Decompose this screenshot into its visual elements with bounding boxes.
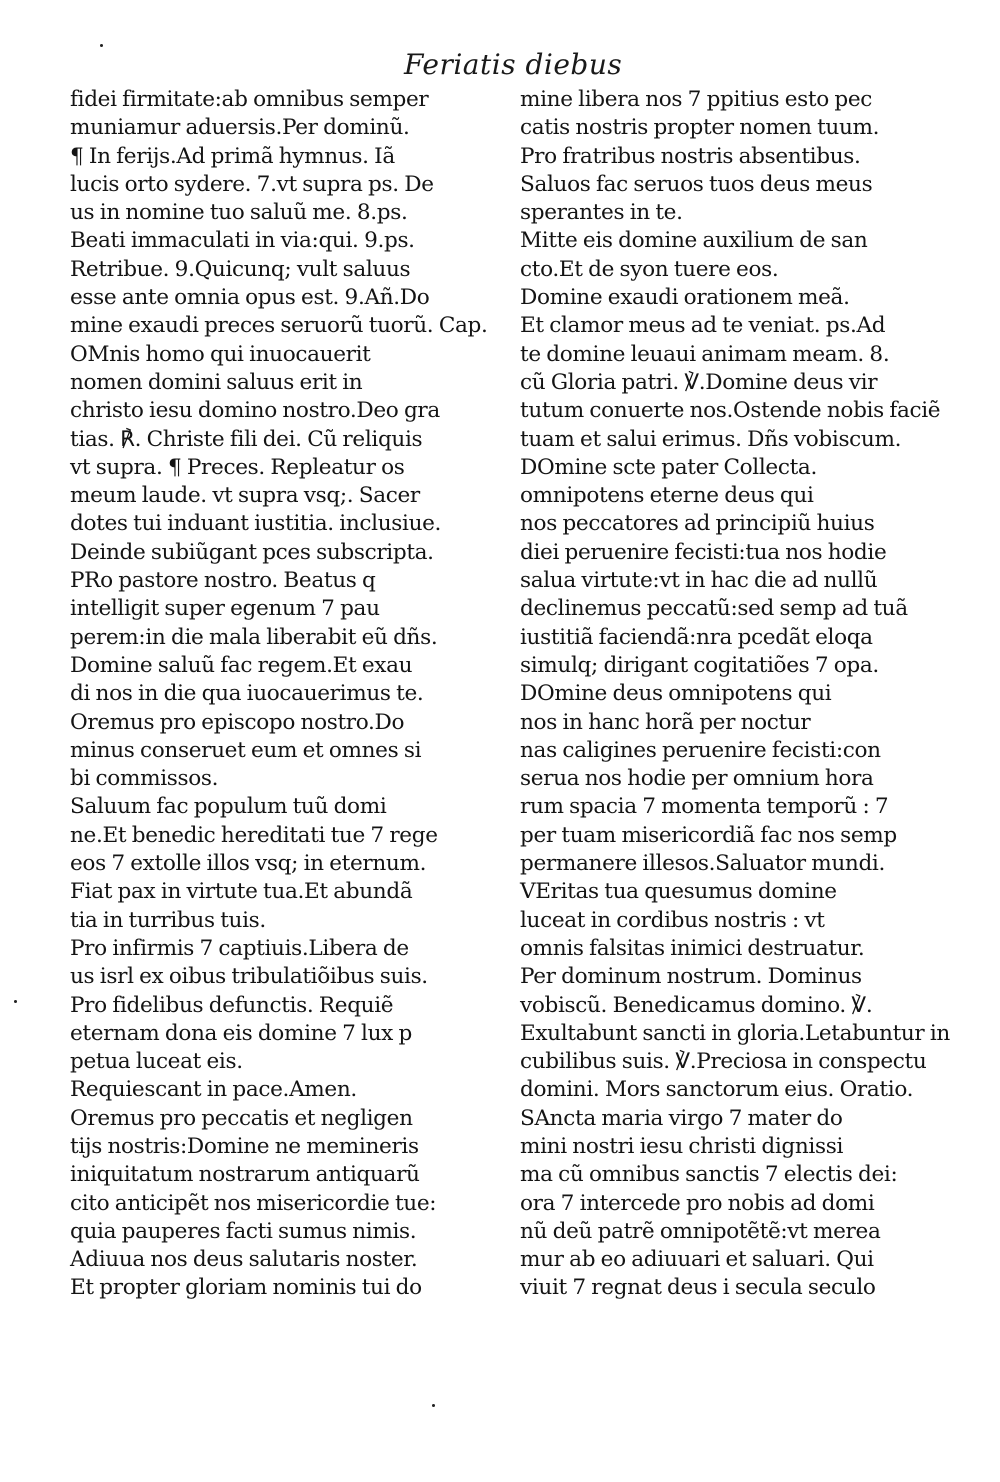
text-line: ora 7 intercede pro nobis ad domi bbox=[520, 1190, 875, 1216]
text-line: te domine leuaui animam meam. 8. bbox=[520, 341, 890, 367]
text-line: OMnis homo qui inuocauerit bbox=[70, 341, 371, 367]
text-line: DOmine deus omnipotens qui bbox=[520, 681, 832, 707]
text-line: eternam dona eis domine 7 lux p bbox=[70, 1020, 412, 1046]
text-line: cũ Gloria patri. ℣.Domine deus vir bbox=[520, 369, 878, 395]
text-line: vobiscũ. Benedicamus domino. ℣. bbox=[520, 992, 873, 1018]
text-line: muniamur aduersis.Per dominũ. bbox=[70, 115, 410, 141]
text-line: Mitte eis domine auxilium de san bbox=[520, 228, 868, 254]
text-line: mine exaudi preces seruorũ tuorũ. Cap. bbox=[70, 313, 488, 339]
text-line: DOmine scte pater Collecta. bbox=[520, 454, 817, 480]
text-line: tutum conuerte nos.Ostende nobis faciẽ bbox=[520, 398, 941, 424]
text-line: rum spacia 7 momenta temporũ : 7 bbox=[520, 794, 889, 820]
text-line: Saluos fac seruos tuos deus meus bbox=[520, 171, 873, 197]
text-line: eos 7 extolle illos vsq; in eternum. bbox=[70, 851, 427, 877]
left-text-column bbox=[70, 86, 500, 1303]
text-line: serua nos hodie per omnium hora bbox=[520, 766, 874, 792]
text-line: nas caligines peruenire fecisti:con bbox=[520, 737, 881, 763]
text-line: salua virtute:vt in hac die ad nullũ bbox=[520, 568, 878, 594]
text-line: bi commissos. bbox=[70, 766, 219, 792]
text-line: diei peruenire fecisti:tua nos hodie bbox=[520, 539, 887, 565]
text-line: tijs nostris:Domine ne memineris bbox=[70, 1133, 419, 1159]
text-line: minus conseruet eum et omnes si bbox=[70, 737, 422, 763]
text-line: SAncta maria virgo 7 mater do bbox=[520, 1105, 843, 1131]
text-line: sperantes in te. bbox=[520, 200, 683, 226]
text-line: tias. ℟. Christe fili dei. Cũ reliquis bbox=[70, 426, 423, 452]
text-line: viuit 7 regnat deus i secula seculo bbox=[520, 1275, 876, 1301]
text-line: ¶ In ferijs.Ad primã hymnus. Iã bbox=[70, 143, 395, 169]
text-line: permanere illesos.Saluator mundi. bbox=[520, 851, 886, 877]
running-title: Feriatis diebus bbox=[404, 48, 623, 81]
text-line: Per dominum nostrum. Dominus bbox=[520, 964, 862, 990]
text-line: intelligit super egenum 7 pau bbox=[70, 596, 380, 622]
text-line: PRo pastore nostro. Beatus q bbox=[70, 568, 376, 594]
text-line: meum laude. vt supra vsq;. Sacer bbox=[70, 483, 420, 509]
text-line: perem:in die mala liberabit eũ dñs. bbox=[70, 624, 438, 650]
text-line: Fiat pax in virtute tua.Et abundã bbox=[70, 879, 413, 905]
text-line: nomen domini saluus erit in bbox=[70, 369, 363, 395]
text-line: Pro infirmis 7 captiuis.Libera de bbox=[70, 935, 409, 961]
text-line: Et propter gloriam nominis tui do bbox=[70, 1275, 422, 1301]
print-speck bbox=[14, 1000, 17, 1003]
text-line: Beati immaculati in via:qui. 9.ps. bbox=[70, 228, 415, 254]
text-line: Oremus pro peccatis et negligen bbox=[70, 1105, 413, 1131]
text-line: ne.Et benedic hereditati tue 7 rege bbox=[70, 822, 438, 848]
text-line: Pro fidelibus defunctis. Requiẽ bbox=[70, 992, 394, 1018]
text-line: per tuam misericordiã fac nos semp bbox=[520, 822, 897, 848]
text-line: cubilibus suis. ℣.Preciosa in conspectu bbox=[520, 1049, 927, 1075]
text-line: iniquitatum nostrarum antiquarũ bbox=[70, 1162, 420, 1188]
text-line: domini. Mors sanctorum eius. Oratio. bbox=[520, 1077, 914, 1103]
text-line: mur ab eo adiuuari et saluari. Qui bbox=[520, 1247, 874, 1273]
text-line: tuam et salui erimus. Dñs vobiscum. bbox=[520, 426, 902, 452]
text-line: luceat in cordibus nostris : vt bbox=[520, 907, 825, 933]
text-line: christo iesu domino nostro.Deo gra bbox=[70, 398, 440, 424]
text-line: Deinde subiũgant pces subscripta. bbox=[70, 539, 434, 565]
text-line: lucis orto sydere. 7.vt supra ps. De bbox=[70, 171, 434, 197]
print-speck bbox=[432, 1404, 435, 1407]
text-line: fidei firmitate:ab omnibus semper bbox=[70, 87, 429, 112]
text-line: omnipotens eterne deus qui bbox=[520, 483, 814, 509]
text-line: us in nomine tuo saluũ me. 8.ps. bbox=[70, 200, 408, 226]
print-speck bbox=[100, 44, 103, 47]
text-line: Retribue. 9.Quicunq; vult saluus bbox=[70, 256, 411, 282]
right-text-column bbox=[520, 86, 950, 1303]
text-line: Saluum fac populum tuũ domi bbox=[70, 794, 387, 820]
text-line: dotes tui induant iustitia. inclusiue. bbox=[70, 511, 442, 537]
text-line: nũ deũ patrẽ omnipotẽtẽ:vt merea bbox=[520, 1218, 881, 1244]
text-line: vt supra. ¶ Preces. Repleatur os bbox=[70, 454, 405, 480]
text-line: esse ante omnia opus est. 9.Añ.Do bbox=[70, 285, 430, 311]
text-line: quia pauperes facti sumus nimis. bbox=[70, 1218, 417, 1244]
text-line: iustitiã faciendã:nra pcedãt eloqa bbox=[520, 624, 873, 650]
text-line: VEritas tua quesumus domine bbox=[520, 879, 837, 905]
text-line: tia in turribus tuis. bbox=[70, 907, 266, 933]
text-line: catis nostris propter nomen tuum. bbox=[520, 115, 880, 141]
text-line: declinemus peccatũ:sed semp ad tuã bbox=[520, 596, 908, 622]
text-line: cito anticipẽt nos misericordie tue: bbox=[70, 1190, 437, 1216]
text-line: ma cũ omnibus sanctis 7 electis dei: bbox=[520, 1162, 898, 1188]
text-line: Requiescant in pace.Amen. bbox=[70, 1077, 357, 1103]
text-line: cto.Et de syon tuere eos. bbox=[520, 256, 779, 282]
text-line: mini nostri iesu christi dignissi bbox=[520, 1133, 844, 1159]
text-line: Et clamor meus ad te veniat. ps.Ad bbox=[520, 313, 886, 339]
text-line: simulq; dirigant cogitatiões 7 opa. bbox=[520, 652, 879, 678]
text-line: Adiuua nos deus salutaris noster. bbox=[70, 1247, 418, 1273]
text-line: Exultabunt sancti in gloria.Letabuntur in bbox=[520, 1020, 950, 1046]
text-line: di nos in die qua iuocauerimus te. bbox=[70, 681, 424, 707]
text-line: Domine exaudi orationem meã. bbox=[520, 285, 850, 311]
text-line: Pro fratribus nostris absentibus. bbox=[520, 143, 861, 169]
text-line: nos peccatores ad principiũ huius bbox=[520, 511, 875, 537]
text-line: nos in hanc horã per noctur bbox=[520, 709, 811, 735]
text-line: Oremus pro episcopo nostro.Do bbox=[70, 709, 405, 735]
text-line: Domine saluũ fac regem.Et exau bbox=[70, 652, 413, 678]
text-line: omnis falsitas inimici destruatur. bbox=[520, 935, 865, 961]
text-line: petua luceat eis. bbox=[70, 1049, 243, 1075]
text-line: mine libera nos 7 ppitius esto pec bbox=[520, 87, 873, 112]
text-line: us isrl ex oibus tribulatiõibus suis. bbox=[70, 964, 428, 990]
